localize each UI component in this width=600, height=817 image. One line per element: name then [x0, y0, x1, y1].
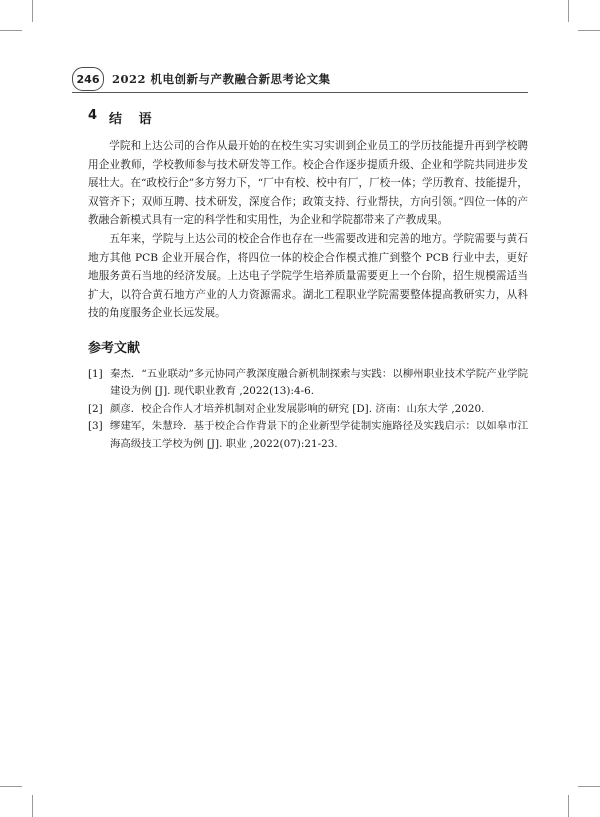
crop-mark [568, 795, 569, 817]
crop-mark [568, 0, 569, 22]
crop-mark [0, 30, 22, 31]
reference-text: 秦杰．“五业联动”多元协同产教深度融合新机制探索与实践：以柳州职业技术学院产业学院建设为例 [J]. 现代职业教育 ,2022(13):4-6. [110, 367, 528, 398]
reference-item [88, 418, 528, 453]
reference-item [88, 401, 528, 418]
book-title: 2022 机电创新与产教融合新思考论文集 [112, 72, 331, 86]
section-heading [88, 108, 528, 127]
crop-mark [0, 786, 22, 787]
reference-index: [3] [88, 420, 103, 433]
reference-text: 颜彦．校企合作人才培养机制对企业发展影响的研究 [D]. 济南：山东大学 ,2020. [110, 402, 485, 415]
paragraph: 学院和上达公司的合作从最开始的在校生实习实训到企业员工的学历技能提升再到学校聘用企业教师，学校教师参与技术研发等工作。校企合作逐步提质升级、企业和学院共同进步发展壮大。在“政校行企”多方努力下，“厂中有校、校中有厂，厂校一体；学历教育、技能提升，双管齐下；双师互聘、技术研发，深度合作；政策支持、行业帮扶，方向引领。”四位一体的产教融合新模式具有一定的科学性和实用性，为企业和学院都带来了产教成果。 [88, 140, 528, 227]
reference-index: [1] [88, 367, 103, 380]
crop-mark [578, 30, 600, 31]
header-divider [72, 92, 528, 93]
paragraph: 五年来，学院与上达公司的校企合作也存在一些需要改进和完善的地方。学院需要与黄石地方其他 PCB 企业开展合作，将四位一体的校企合作模式推广到整个 PCB 行业中去，更好地服务黄石当地的经济发展。上达电子学院学生培养质量需要更上一个台阶，招生规模需适当扩大，以符合黄石地方产业的人力资源需求。湖北工程职业学院需要整体提高教研实力，从科技的角度服务企业长远发展。 [88, 232, 528, 320]
page-header [72, 66, 331, 92]
reference-index: [2] [88, 402, 103, 415]
reference-text: 缪建军，朱慧玲．基于校企合作背景下的企业新型学徒制实施路径及实践启示：以如皋市江海高级技工学校为例 [J]. 职业 ,2022(07):21-23. [110, 420, 528, 450]
reference-item [88, 366, 528, 401]
page-number-badge: 246 [72, 67, 104, 91]
crop-mark [32, 795, 33, 817]
page-content [88, 100, 528, 453]
crop-mark [32, 0, 33, 22]
crop-mark [578, 786, 600, 787]
section-title: 结 语 [109, 112, 158, 127]
references-heading: 参考文献 [88, 340, 141, 356]
section-number: 4 [88, 108, 98, 123]
